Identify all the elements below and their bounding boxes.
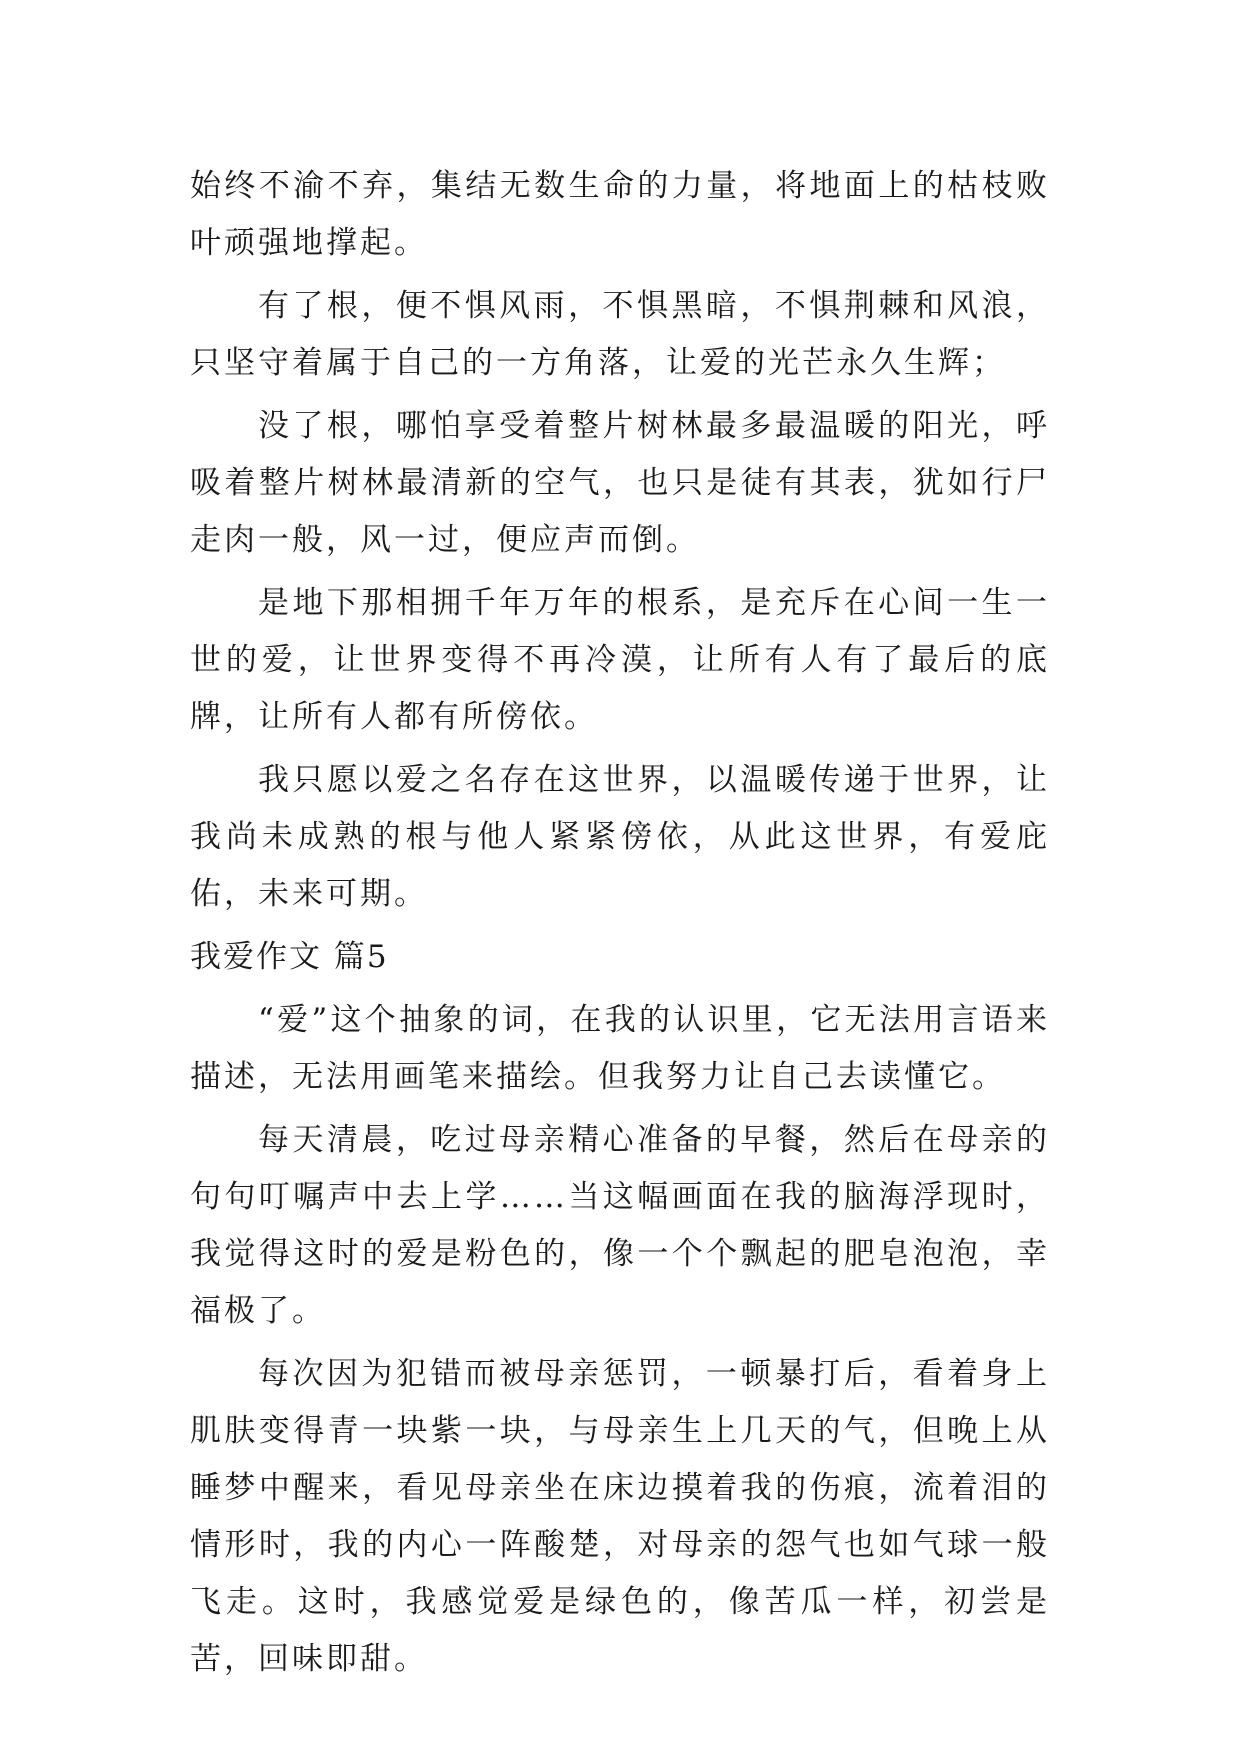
paragraph: 始终不渝不弃，集结无数生命的力量，将地面上的枯枝败叶顽强地撑起。 — [190, 168, 1050, 261]
paragraph: 每次因为犯错而被母亲惩罚，一顿暴打后，看着身上肌肤变得青一块紫一块，与母亲生上几天的气，但晚上从睡梦中醒来，看见母亲坐在床边摸着我的伤痕，流着泪的情形时，我的内心一阵酸楚，对母亲的怨气也如气球一般飞走。这时，我感觉爱是绿色的，像苦瓜一样，初尝是苦，回味即甜。 — [190, 1356, 1050, 1677]
paragraph: 没了根，哪怕享受着整片树林最多最温暖的阳光，呼吸着整片树林最清新的空气，也只是徒有其表，犹如行尸走肉一般，风一过，便应声而倒。 — [190, 408, 1050, 558]
paragraph: 我只愿以爱之名存在这世界，以温暖传递于世界，让我尚未成熟的根与他人紧紧傍依，从此这世界，有爱庇佑，未来可期。 — [190, 762, 1050, 912]
paragraph: 是地下那相拥千年万年的根系，是充斥在心间一生一世的爱，让世界变得不再冷漠，让所有人有了最后的底牌，让所有人都有所傍依。 — [190, 585, 1050, 735]
document-page — [190, 158, 1050, 1694]
section-heading: 我爱作文 篇5 — [190, 939, 389, 975]
paragraph: 有了根，便不惧风雨，不惧黑暗，不惧荆棘和风浪，只坚守着属于自己的一方角落，让爱的光芒永久生辉； — [190, 288, 1050, 381]
paragraph: “爱”这个抽象的词，在我的认识里，它无法用言语来描述，无法用画笔来描绘。但我努力让自己去读懂它。 — [190, 1002, 1050, 1095]
paragraph: 每天清晨，吃过母亲精心准备的早餐，然后在母亲的句句叮嘱声中去上学……当这幅画面在我的脑海浮现时，我觉得这时的爱是粉色的，像一个个飘起的肥皂泡泡，幸福极了。 — [190, 1122, 1050, 1329]
